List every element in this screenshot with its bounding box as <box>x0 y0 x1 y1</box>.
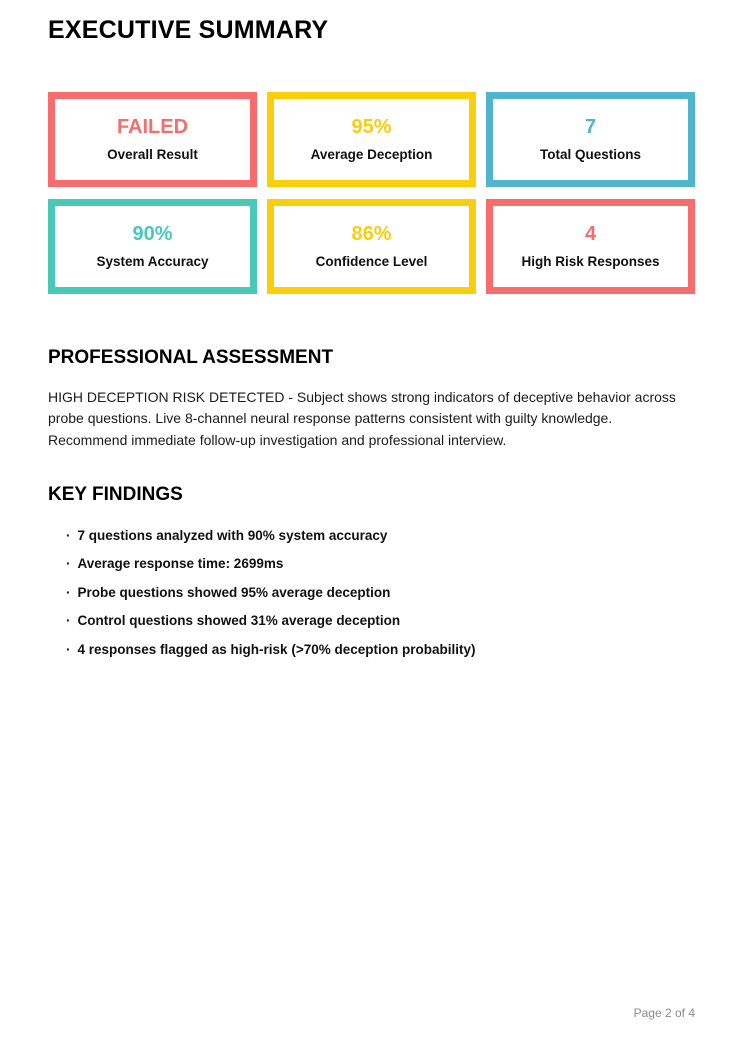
key-finding-text: 7 questions analyzed with 90% system accuracy <box>77 527 388 543</box>
summary-card-total-questions <box>486 92 695 187</box>
card-label: System Accuracy <box>96 254 209 270</box>
card-value: 86% <box>351 223 392 246</box>
key-finding-item <box>66 555 695 572</box>
professional-assessment-body: HIGH DECEPTION RISK DETECTED - Subject shows strong indicators of deceptive behavior across probe questions. Live 8-channel neural response patterns consistent with guilty knowledge. Recommend immediate follow-up investigation and professional interview. <box>48 388 676 448</box>
page-number: Page 2 of 4 <box>633 1006 695 1020</box>
bullet-icon: · <box>66 613 71 629</box>
card-value: 7 <box>584 116 597 139</box>
key-finding-item <box>66 612 695 629</box>
key-finding-item <box>66 641 695 658</box>
card-label: Average Deception <box>310 147 433 163</box>
key-findings-heading: KEY FINDINGS <box>48 484 183 506</box>
summary-card-system-accuracy <box>48 199 257 294</box>
card-label: Overall Result <box>107 147 198 163</box>
summary-card-confidence-level <box>267 199 476 294</box>
key-finding-item <box>66 527 695 544</box>
page-title: EXECUTIVE SUMMARY <box>48 16 329 44</box>
key-finding-text: Control questions showed 31% average deception <box>77 613 401 629</box>
bullet-icon: · <box>66 527 71 543</box>
card-value: 4 <box>584 223 597 246</box>
card-value: 95% <box>351 116 392 139</box>
bullet-icon: · <box>66 556 71 572</box>
key-finding-text: 4 responses flagged as high-risk (>70% deception probability) <box>77 641 476 657</box>
bullet-icon: · <box>66 641 71 657</box>
summary-card-average-deception <box>267 92 476 187</box>
card-value: FAILED <box>116 116 189 139</box>
key-finding-text: Probe questions showed 95% average deception <box>77 584 391 600</box>
summary-card-overall-result <box>48 92 257 187</box>
card-label: Confidence Level <box>315 254 428 270</box>
card-label: High Risk Responses <box>521 254 660 270</box>
professional-assessment-heading: PROFESSIONAL ASSESSMENT <box>48 346 334 368</box>
summary-cards-grid <box>48 92 695 294</box>
card-label: Total Questions <box>539 147 641 163</box>
card-value: 90% <box>132 223 173 246</box>
key-finding-item <box>66 584 695 601</box>
summary-card-high-risk-responses <box>486 199 695 294</box>
key-findings-list <box>48 527 695 658</box>
key-finding-text: Average response time: 2699ms <box>77 556 284 572</box>
bullet-icon: · <box>66 584 71 600</box>
